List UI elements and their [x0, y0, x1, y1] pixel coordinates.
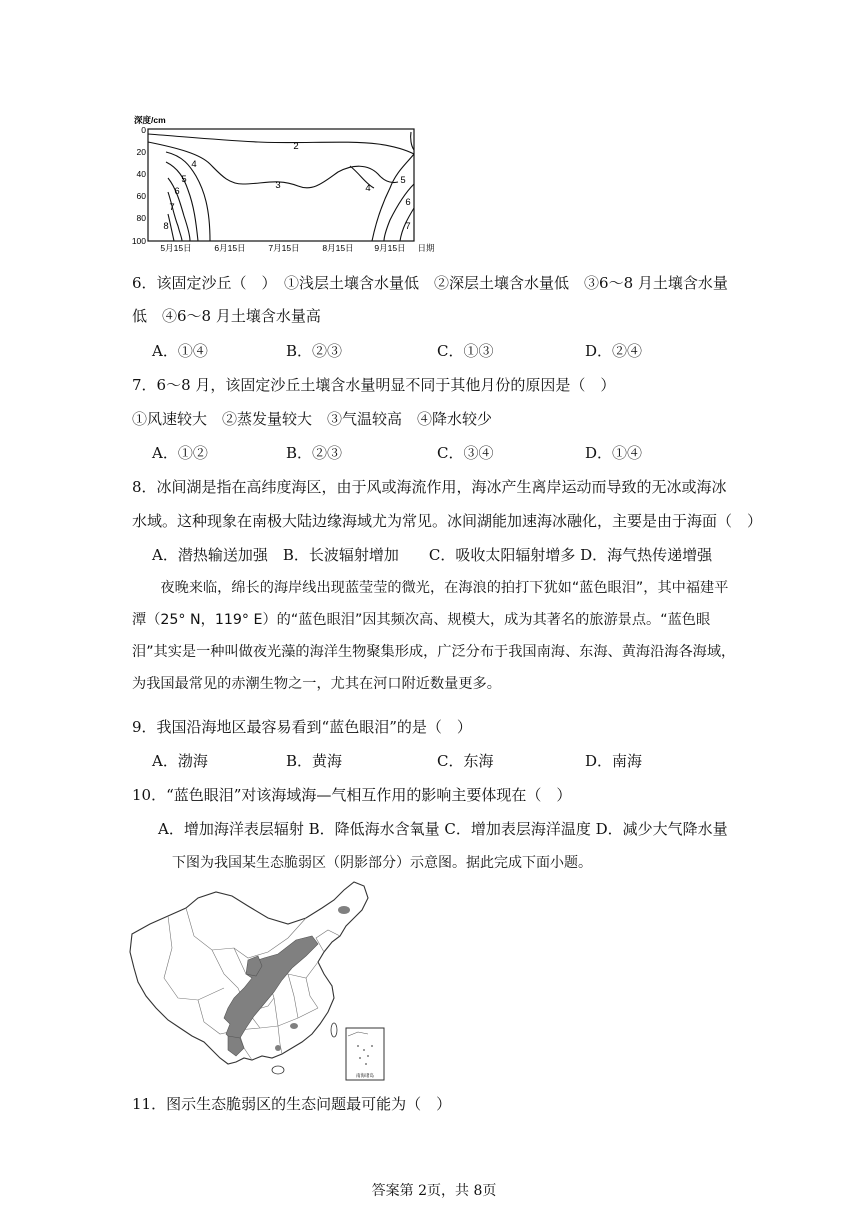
- y-tick-40: 40: [136, 169, 146, 179]
- q9-option-a[interactable]: A．渤海: [152, 752, 208, 770]
- contour-8: [168, 214, 174, 241]
- hainan-island: [272, 1066, 284, 1074]
- q7-options: [0, 442, 868, 464]
- contour-lines: [148, 132, 414, 241]
- x-ticks: [160, 243, 435, 253]
- contour-2: [148, 134, 414, 154]
- contour-label-5: 5: [181, 174, 187, 185]
- taiwan-island: [331, 1023, 337, 1037]
- y-tick-20: 20: [136, 147, 146, 157]
- contour-label-7: 7: [169, 202, 175, 213]
- y-tick-0: 0: [141, 125, 146, 135]
- q7-stem: 7．6～8 月，该固定沙丘土壤含水量明显不同于其他月份的原因是（ ）: [132, 376, 616, 394]
- x-tick-may: 5月15日: [160, 243, 192, 253]
- soil-moisture-contour-chart: [128, 112, 438, 257]
- shaded-patch-central: [290, 1023, 298, 1029]
- y-ticks: [132, 125, 146, 246]
- y-tick-60: 60: [136, 191, 146, 201]
- q6-option-c[interactable]: C．①③: [437, 342, 494, 360]
- chart-frame: [148, 129, 414, 241]
- q8-options[interactable]: A．潜热输送加强 B．长波辐射增加 C．吸收太阳辐射增多 D．海气热传递增强: [152, 546, 713, 564]
- q6-option-a[interactable]: A．①④: [152, 342, 208, 360]
- contour-label-8: 8: [163, 221, 169, 232]
- ecological-fragile-zone-map: [128, 878, 388, 1083]
- shaded-patch-northeast: [338, 906, 350, 914]
- contour-label-6b: 6: [405, 197, 411, 208]
- q8-stem-line1: 8．冰间湖是指在高纬度海区，由于风或海流作用，海冰产生离岸运动而导致的无冰或海冰: [132, 478, 727, 496]
- q9-options: [0, 750, 868, 772]
- page-footer: 答案第 2页，共 8页: [371, 1183, 497, 1199]
- contour-6b: [384, 184, 414, 241]
- map-intro: 下图为我国某生态脆弱区（阴影部分）示意图。据此完成下面小题。: [172, 855, 592, 871]
- q6-stem-line1: 6．该固定沙丘（ ） ①浅层土壤含水量低 ②深层土壤含水量低 ③6～8 月土壤含水量: [132, 274, 728, 292]
- reading-passage: 夜晚来临，绵长的海岸线出现蓝莹莹的微光，在海浪的拍打下犹如“蓝色眼泪”，其中福建平潭（25° N，119° E）的“蓝色眼泪”因其频次高、规模大，成为其著名的旅游景点。“蓝色眼泪”其实是一种叫做夜光藻的海洋生物聚集形成，广泛分布于我国南海、东海、黄海沿海各海域，为我国最常见的赤潮生物之一，尤其在河口附近数量更多。: [132, 580, 736, 692]
- contour-label-7b: 7: [405, 221, 411, 232]
- contour-label-6: 6: [174, 186, 180, 197]
- q7-option-a[interactable]: A．①②: [152, 444, 208, 462]
- q9-option-b[interactable]: B．黄海: [286, 752, 343, 770]
- contour-label-5b: 5: [400, 175, 406, 186]
- q6-option-b[interactable]: B．②③: [286, 342, 343, 360]
- x-tick-jun: 6月15日: [214, 243, 246, 253]
- q9-option-c[interactable]: C．东海: [437, 752, 494, 770]
- q7-option-d[interactable]: D．①④: [585, 444, 643, 462]
- y-tick-100: 100: [131, 236, 146, 246]
- q6-option-d[interactable]: D．②④: [585, 342, 643, 360]
- contour-label-4: 4: [191, 159, 197, 170]
- y-tick-80: 80: [136, 213, 146, 223]
- y-axis-label: 深度/cm: [134, 115, 166, 125]
- contour-7: [168, 192, 182, 241]
- shaded-patch-south: [275, 1045, 281, 1051]
- q9-stem: 9．我国沿海地区最容易看到“蓝色眼泪”的是（ ）: [132, 718, 472, 736]
- q6-options: [0, 340, 868, 362]
- q10-stem: 10．“蓝色眼泪”对该海域海—气相互作用的影响主要体现在（ ）: [132, 786, 572, 804]
- contour-labels: [163, 141, 410, 232]
- contour-label-3: 3: [275, 180, 281, 191]
- q7-option-b[interactable]: B．②③: [286, 444, 343, 462]
- contour-label-4b: 4: [365, 183, 371, 194]
- q7-choices: ①风速较大 ②蒸发量较大 ③气温较高 ④降水较少: [132, 410, 493, 428]
- inset-label: 南海诸岛: [356, 1073, 374, 1078]
- contour-label-2: 2: [293, 141, 299, 152]
- q7-option-c[interactable]: C．③④: [437, 444, 494, 462]
- x-tick-aug: 8月15日: [322, 243, 354, 253]
- q8-stem-line2: 水域。这种现象在南极大陆边缘海域尤为常见。冰间湖能加速海冰融化，主要是由于海面（ ）: [132, 512, 763, 530]
- q9-option-d[interactable]: D．南海: [585, 752, 643, 770]
- q11-stem: 11．图示生态脆弱区的生态问题最可能为（ ）: [132, 1095, 452, 1113]
- q6-stem-line2: 低 ④6～8 月土壤含水量高: [132, 307, 321, 325]
- x-tick-sep: 9月15日: [374, 243, 406, 253]
- q10-options[interactable]: A．增加海洋表层辐射 B．降低海水含氧量 C．增加表层海洋温度 D．减少大气降水量: [158, 820, 728, 838]
- x-tick-jul: 7月15日: [268, 243, 300, 253]
- x-axis-label: 日期: [417, 243, 435, 253]
